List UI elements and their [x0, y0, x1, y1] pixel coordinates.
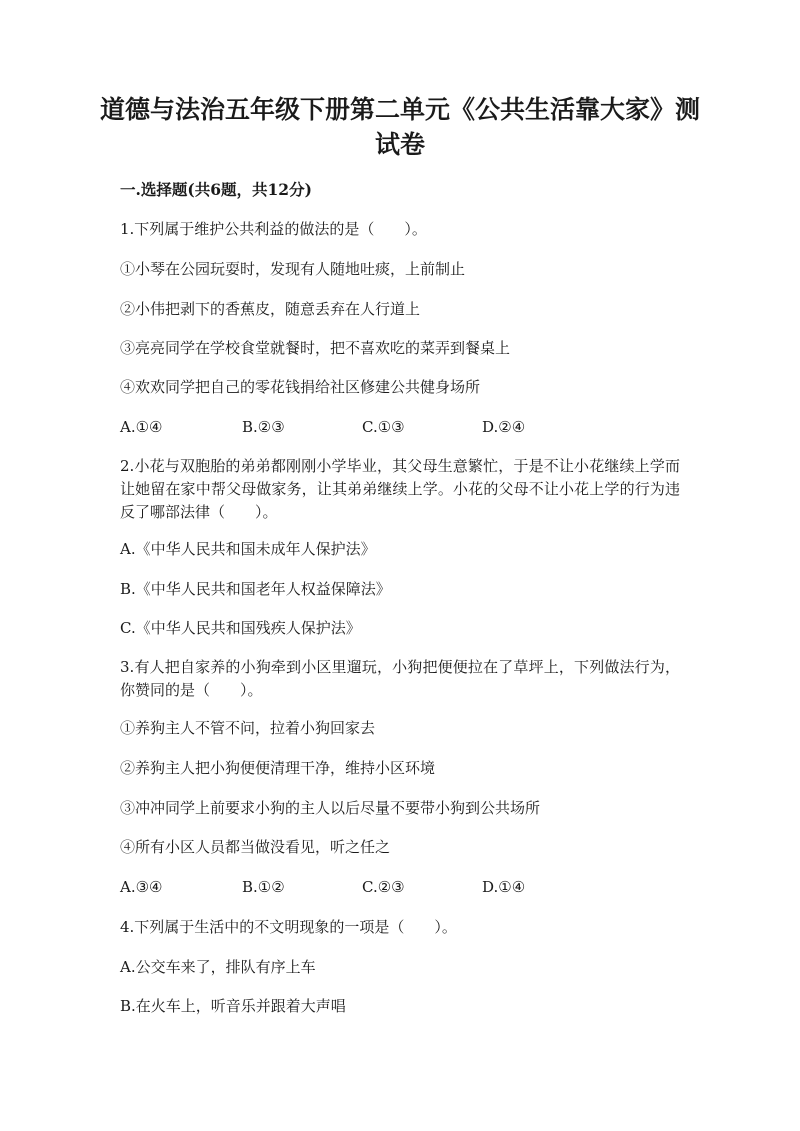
question-1-statement-1: ①小琴在公园玩耍时，发现有人随地吐痰，上前制止 [120, 260, 466, 278]
question-4-option-a: A.公交车来了，排队有序上车 [120, 958, 316, 976]
question-3-stem: 3.有人把自家养的小狗牵到小区里遛玩，小狗把便便拉在了草坪上，下列做法行为，你赞同的是（ ）。 [120, 658, 680, 699]
question-2-option-c: C.《中华人民共和国残疾人保护法》 [120, 619, 361, 637]
question-1-option-a: A.①④ [120, 418, 163, 436]
question-1-statement-4: ④欢欢同学把自己的零花钱捐给社区修建公共健身场所 [120, 378, 481, 396]
question-1-option-d: D.②④ [482, 418, 526, 436]
question-3-option-b: B.①② [242, 878, 285, 896]
question-3-statement-2: ②养狗主人把小狗便便清理干净，维持小区环境 [120, 759, 436, 777]
question-2-stem: 2.小花与双胞胎的弟弟都刚刚小学毕业，其父母生意繁忙，于是不让小花继续上学而让她留在家中帮父母做家务，让其弟弟继续上学。小花的父母不让小花上学的行为违反了哪部法律（ ）。 [120, 457, 680, 521]
question-4-option-b: B.在火车上，听音乐并跟着大声唱 [120, 997, 346, 1015]
question-3-statement-4: ④所有小区人员都当做没看见，听之任之 [120, 838, 391, 856]
question-2-option-b: B.《中华人民共和国老年人权益保障法》 [120, 580, 391, 598]
question-3-option-c: C.②③ [362, 878, 405, 896]
question-1-statement-2: ②小伟把剥下的香蕉皮，随意丢弃在人行道上 [120, 300, 421, 318]
question-3-option-d: D.①④ [482, 878, 526, 896]
question-1-statement-3: ③亮亮同学在学校食堂就餐时，把不喜欢吃的菜弄到餐桌上 [120, 339, 511, 357]
question-1-stem: 1.下列属于维护公共利益的做法的是（ ）。 [120, 220, 427, 238]
question-3-option-a: A.③④ [120, 878, 163, 896]
question-2-option-a: A.《中华人民共和国未成年人保护法》 [120, 540, 376, 558]
question-3-statement-1: ①养狗主人不管不问，拉着小狗回家去 [120, 719, 376, 737]
section-heading: 一.选择题(共6题，共12分) [120, 180, 312, 199]
question-3-statement-3: ③冲冲同学上前要求小狗的主人以后尽量不要带小狗到公共场所 [120, 799, 541, 817]
document-title: 道德与法治五年级下册第二单元《公共生活靠大家》测试卷 [100, 95, 701, 159]
question-1-option-c: C.①③ [362, 418, 405, 436]
question-4-stem: 4.下列属于生活中的不文明现象的一项是（ ）。 [120, 918, 457, 936]
question-1-option-b: B.②③ [242, 418, 285, 436]
